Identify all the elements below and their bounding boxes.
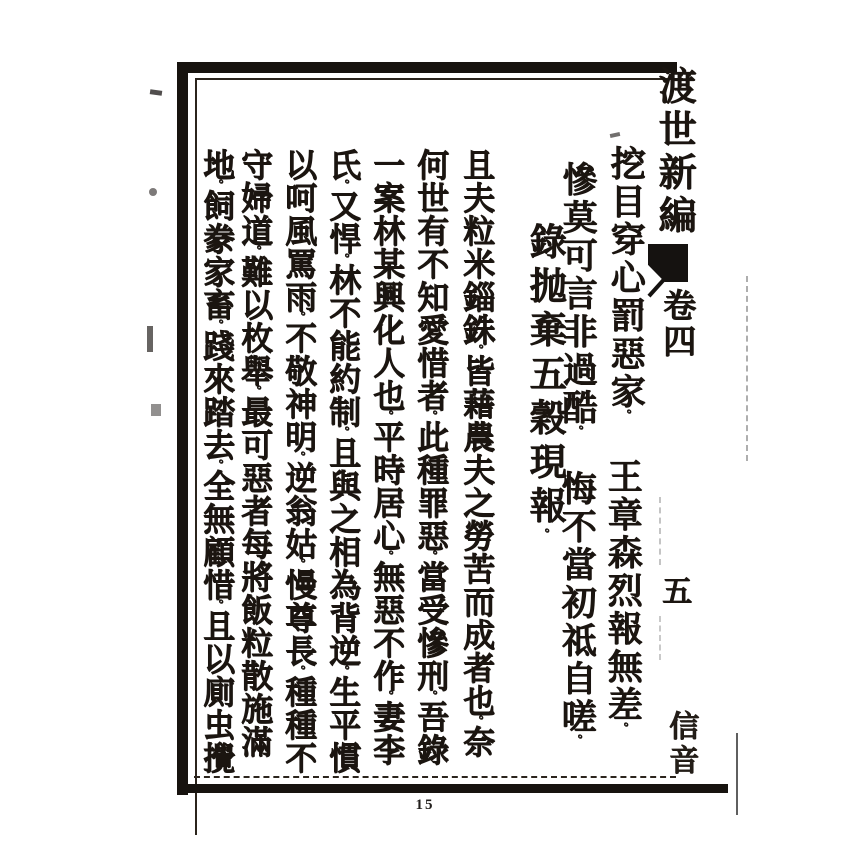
punctuation-circle: 。 <box>470 715 484 727</box>
fold-guide-line <box>746 276 748 461</box>
body-text-column-6: 守婦道。難以枚舉。最可惡者每將飯粒散施滿 <box>237 148 273 758</box>
scan-artifact <box>150 89 163 96</box>
punctuation-circle: 。 <box>569 734 583 746</box>
punctuation-circle: 。 <box>210 459 224 471</box>
punctuation-circle: 。 <box>336 253 350 265</box>
poem-line-4: 悔不當初祗自嗟。 <box>557 470 596 746</box>
punctuation-circle: 。 <box>536 528 550 540</box>
punctuation-circle: 。 <box>248 245 262 257</box>
punctuation-circle: 。 <box>210 319 224 331</box>
body-text-column-3: 一案林某興化人也。平時居心。無惡不作。妻李 <box>369 148 405 766</box>
printed-page-number: 15 <box>415 797 435 813</box>
body-text-column-5: 以呵風罵雨。不敬神明。逆翁姑。慢尊長。種種不 <box>281 148 317 774</box>
poem-line-1: 挖目穿心罰惡家。 <box>606 145 645 421</box>
punctuation-circle: 。 <box>618 409 632 421</box>
punctuation-circle: 。 <box>292 665 306 677</box>
body-text-column-1: 且夫粒米錙銖。皆藉農夫之勞苦而成者也。奈 <box>459 148 495 758</box>
punctuation-circle: 。 <box>292 311 306 323</box>
punctuation-circle: 。 <box>210 179 224 191</box>
folio-number: 五 <box>657 575 690 605</box>
body-text-column-7: 地。飼豢家畜。踐來踏去。全無顧惜。且以廁虫攪 <box>199 148 235 774</box>
punctuation-circle: 。 <box>380 690 394 702</box>
scan-artifact <box>147 326 153 352</box>
punctuation-circle: 。 <box>424 410 438 422</box>
punctuation-circle: 。 <box>380 410 394 422</box>
volume-label: 卷四 <box>658 288 694 360</box>
section-title: 錄抛棄五穀現報。 <box>523 222 564 540</box>
punctuation-circle: 。 <box>292 451 306 463</box>
punctuation-circle: 。 <box>248 385 262 397</box>
punctuation-circle: 。 <box>292 558 306 570</box>
bottom-border-inner-line <box>194 776 676 778</box>
running-book-title: 渡世新編 <box>652 66 694 238</box>
punctuation-circle: 。 <box>336 665 350 677</box>
punctuation-circle: 。 <box>470 344 484 356</box>
body-text-column-4: 氏。又悍。林不能約制。且與之相為背逆。生平慣 <box>325 148 361 774</box>
banxin-lower-mark: 信音 <box>664 710 697 778</box>
scan-artifact <box>149 188 157 196</box>
punctuation-circle: 。 <box>424 550 438 562</box>
bottom-border <box>177 784 728 793</box>
poem-line-2: 慘莫可言非過酷。 <box>558 161 597 437</box>
punctuation-circle: 。 <box>336 426 350 438</box>
fold-guide-dots <box>659 497 661 565</box>
punctuation-circle: 。 <box>210 599 224 611</box>
fold-guide-dots <box>659 616 661 660</box>
scan-artifact <box>151 404 161 416</box>
punctuation-circle: 。 <box>570 425 584 437</box>
punctuation-circle: 。 <box>336 179 350 191</box>
punctuation-circle: 。 <box>380 550 394 562</box>
body-text-column-2: 何世有不知愛惜者。此種罪惡。當受慘刑。吾錄 <box>413 148 449 766</box>
poem-line-3: 王章森烈報無差。 <box>603 458 642 734</box>
punctuation-circle: 。 <box>424 690 438 702</box>
punctuation-circle: 。 <box>615 722 629 734</box>
